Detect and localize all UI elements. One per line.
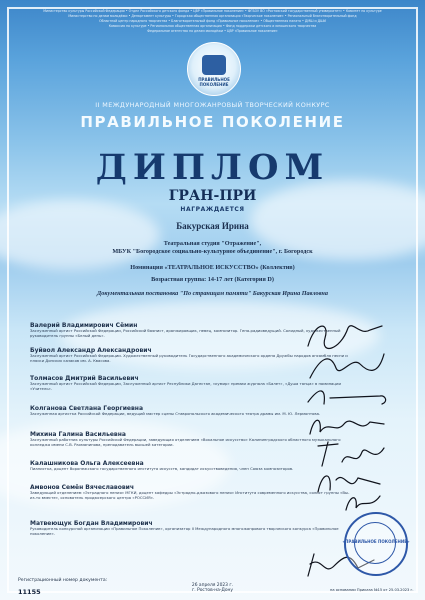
jury-description: Пианистка, доцент Воронежского государственного института искусств, кандидат искусствоведения, член Союза композиторов.	[30, 466, 294, 471]
organizers-line: Министерство по делам молодёжи • Департамент культуры • Городская общественная организация «Творческое поколение» • Региональный благотворительный фонд	[68, 14, 357, 18]
age-group: Возрастная группа: 14-17 лет (Категория D)	[151, 276, 274, 283]
recipient-name: Бакурская Ирина	[176, 221, 249, 231]
signature-kolganova	[300, 410, 390, 440]
registration-label: Регистрационный номер документа:	[18, 578, 108, 583]
signature-amvonov	[340, 490, 390, 514]
awarded-label: НАГРАЖДАЕТСЯ	[180, 206, 245, 213]
issue-date-block	[160, 583, 265, 593]
organization-stamp	[344, 512, 408, 576]
registration-number: 11155	[18, 588, 41, 596]
jury-description: Заслуженный работник культуры Российской Федерации, заведующая отделением «Вокальное искусство» Калининградского областного музыкального колледжа имени С.В. Рахманинова, преподаватель высшей категории.	[30, 437, 341, 447]
organization-name: МБУК "Богородское социально-культурное объединение", г. Богородск	[112, 248, 313, 255]
jury-description: Заслуженная артистка Российской Федерации, ведущий мастер сцены Ставропольского академического театра драмы им. М. Ю. Лермонтова.	[30, 411, 321, 416]
nomination: Номинация «ТЕАТРАЛЬНОЕ ИСКУССТВО» (Коллектив)	[130, 264, 295, 271]
stamp-text: «ПРАВИЛЬНОЕ ПОКОЛЕНИЕ»	[342, 539, 410, 544]
jury-name: Толмасов Дмитрий Васильевич	[30, 375, 139, 382]
issue-city: г. Ростов-на-Дону	[192, 588, 233, 593]
jury-member	[30, 520, 350, 536]
jury-description: Заслуженный артист Российской Федерации. Художественный руководитель Государственного академического ордена Дружбы народов ансамбля песни и пляски Донских казаков им. А. Квасова.	[30, 353, 348, 363]
logo-text: ПРАВИЛЬНОЕ ПОКОЛЕНИЕ	[198, 77, 230, 87]
organizers-line: Федеральное агентство по делам молодёжи • ЦВР «Правильное поколение»	[147, 29, 278, 33]
jury-description: Руководитель конкурсной организации «Правильное Поколение», организатор II Международного многожанрового творческого конкурса «Правильное поколение».	[30, 526, 339, 536]
jury-name: Амвонов Семён Вячеславович	[30, 484, 134, 491]
contest-logo	[187, 42, 241, 96]
diploma-title: ДИПЛОМ	[95, 147, 330, 188]
performance-title: Документальная постановка "По страницам памяти" Бакурская Ирина Павловна	[97, 290, 328, 297]
signature-tolmasov	[300, 380, 395, 414]
order-reference: на основании Приказа №15 от 25.03.2023 г.	[330, 588, 414, 592]
jury-name: Михина Галина Васильевна	[30, 431, 126, 438]
logo-emblem-icon	[202, 55, 226, 75]
jury-name: Буйвол Александр Александрович	[30, 347, 152, 354]
studio-info	[0, 240, 425, 256]
jury-name: Колганова Светлана Георгиевна	[30, 405, 143, 412]
jury-name: Валерий Владимирович Сёмин	[30, 322, 138, 329]
organizers-line: Областной центр народного творчества • Благотворительный фонд «Правильное поколение» • Общественная палата • ДМШ и ДШИ	[99, 19, 326, 23]
jury-member	[30, 484, 350, 500]
jury-description: Заведующий отделением «Эстрадного пения» МГКИ, доцент кафедры «Эстрадно-джазового пения» Института современного искусства, солист группы «Вы-из-то вместе», основатель продюсерского центра «РОССИЯ».	[30, 490, 350, 500]
jury-member	[30, 460, 350, 472]
signature-buyvol	[300, 348, 390, 384]
jury-name: Матвеющук Богдан Владимирович	[30, 520, 153, 527]
contest-title: ПРАВИЛЬНОЕ ПОКОЛЕНИЕ	[80, 113, 345, 131]
jury-description: Заслуженный артист Российской Федерации, Российский баянист, аранжировщик, певец, композитор. Гена-радиоведущий. Солидный, художественный руководитель группы «Белый день».	[30, 328, 341, 338]
organizers-line: Министерство культуры Российской Федерации • Отдел Российского детского фонда • ЦВР «Правильное поколение» • ФГБОУ ВО «Ростовский государственный университет» • Комитет по культуре	[43, 9, 382, 13]
studio-name: Театральная студия "Отражение",	[163, 240, 262, 247]
contest-subtitle: II МЕЖДУНАРОДНЫЙ МНОГОЖАНРОВЫЙ ТВОРЧЕСКИЙ КОНКУРС	[95, 101, 330, 109]
issue-date: 26 апреля 2023 г.	[191, 583, 234, 588]
jury-description: Заслуженный артист Российской Федерации, Заслуженный артист Республики Дагестан, «кумир» премии журнала «Балет», «Душа танца» в номинации «Учитель».	[30, 381, 341, 391]
jury-name: Калашникова Ольга Алексеевна	[30, 460, 144, 467]
award-grade: ГРАН-ПРИ	[168, 188, 257, 204]
organizers-line: Комиссия по культуре • Региональная общественная организация • Фонд поддержки детского и юношеского творчества	[108, 24, 317, 28]
